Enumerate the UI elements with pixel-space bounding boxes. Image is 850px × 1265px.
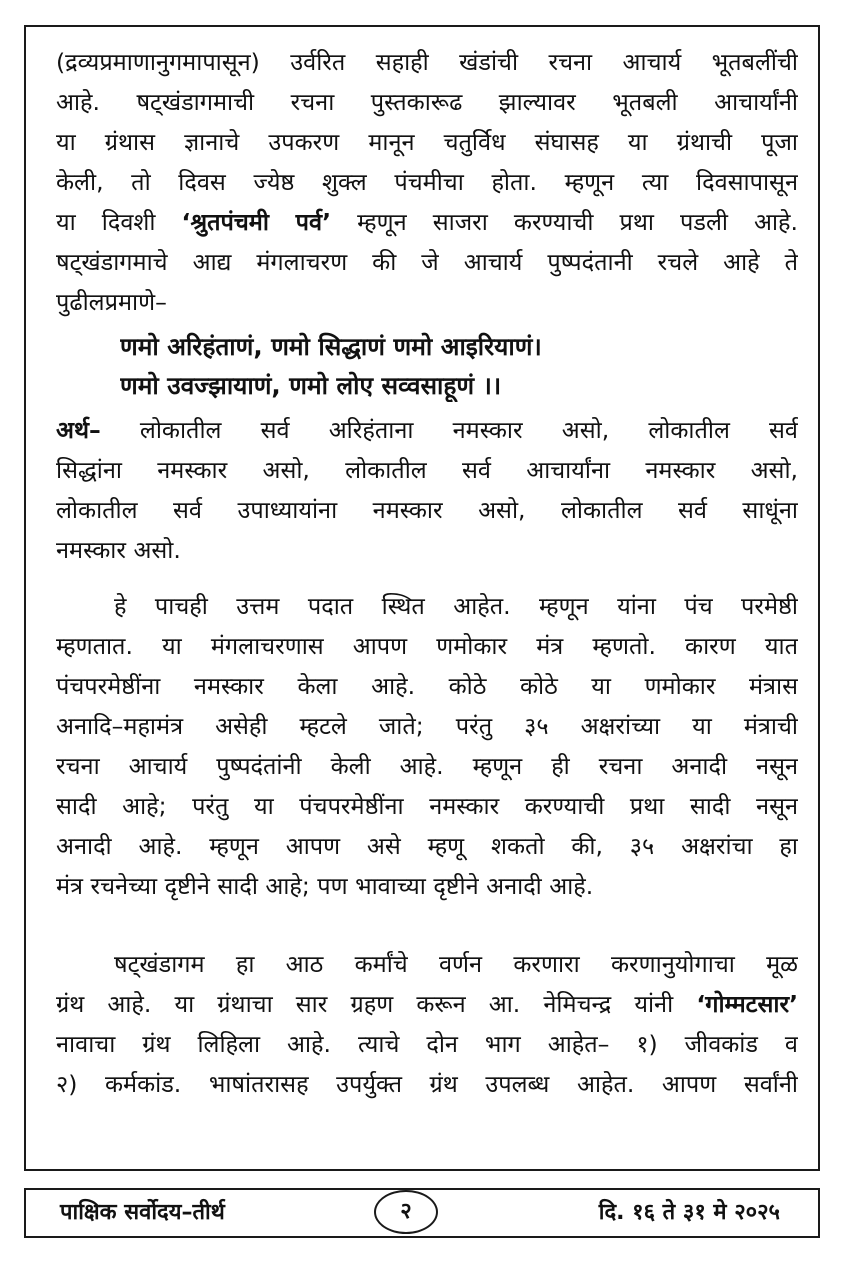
- paragraph-3-line-2: [56, 988, 798, 1020]
- text-segment: या दिवशी: [56, 208, 182, 236]
- paragraph-2-line-5: रचना आचार्य पुष्पदंतांनी केली आहे. म्हणून ही रचना अनादी नसून: [56, 752, 798, 780]
- paragraph-2-line-4: अनादि–महामंत्र असेही म्हटले जाते; परंतु ३५ अक्षरांच्या या मंत्राची: [56, 712, 798, 740]
- publication-name: पाक्षिक सर्वोदय–तीर्थ: [60, 1200, 225, 1225]
- mantra-line-1: णमो अरिहंताणं, णमो सिद्धाणं णमो आइरियाणं।: [120, 332, 542, 361]
- shrutapanchami-emphasis: ‘श्रुतपंचमी पर्व’: [181, 208, 332, 236]
- meaning-line-4: नमस्कार असो.: [56, 536, 181, 564]
- paragraph-1-line-6: षट्खंडागमाचे आद्य मंगलाचरण की जे आचार्य पुष्पदंतानी रचले आहे ते: [56, 248, 798, 276]
- paragraph-1-line-5: [56, 206, 798, 238]
- paragraph-2-line-7: अनादी आहे. म्हणून आपण असे म्हणू शकतो की, ३५ अक्षरांचा हा: [56, 832, 798, 860]
- mantra-line-2: णमो उवज्झायाणं, णमो लोए सव्वसाहूणं ।।: [120, 371, 502, 400]
- paragraph-1-line-3: या ग्रंथास ज्ञानाचे उपकरण मानून चतुर्विध संघासह या ग्रंथाची पूजा: [56, 128, 798, 156]
- paragraph-3-line-4: २) कर्मकांड. भाषांतरासह उपर्युक्त ग्रंथ उपलब्ध आहेत. आपण सर्वांनी: [56, 1070, 798, 1098]
- meaning-line-1: [56, 414, 798, 446]
- paragraph-2-line-2: म्हणतात. या मंगलाचरणास आपण णमोकार मंत्र म्हणतो. कारण यात: [56, 632, 798, 660]
- paragraph-2-line-3: पंचपरमेष्ठींना नमस्कार केला आहे. कोठे कोठे या णमोकार मंत्रास: [56, 672, 798, 700]
- paragraph-2-line-1: हे पाचही उत्तम पदात स्थित आहेत. म्हणून यांना पंच परमेष्ठी: [114, 592, 798, 620]
- paragraph-2-line-6: सादी आहे; परंतु या पंचपरमेष्ठींना नमस्कार करण्याची प्रथा सादी नसून: [56, 792, 798, 820]
- gommatsar-emphasis: ‘गोम्मटसार’: [696, 990, 798, 1018]
- paragraph-1-line-1: (द्रव्यप्रमाणानुगमापासून) उर्वरित सहाही खंडांची रचना आचार्य भूतबलींची: [56, 48, 798, 76]
- meaning-label: अर्थ–: [56, 416, 101, 444]
- meaning-line-2: सिद्धांना नमस्कार असो, लोकातील सर्व आचार्यांना नमस्कार असो,: [56, 456, 798, 484]
- paragraph-3-line-1: षट्खंडागम हा आठ कर्मांचे वर्णन करणारा करणानुयोगाचा मूळ: [114, 950, 798, 978]
- paragraph-1-line-4: केली, तो दिवस ज्येष्ठ शुक्ल पंचमीचा होता. म्हणून त्या दिवसापासून: [56, 168, 798, 196]
- paragraph-3-line-3: नावाचा ग्रंथ लिहिला आहे. त्याचे दोन भाग आहेत– १) जीवकांड व: [56, 1030, 798, 1058]
- text-segment: लोकातील सर्व अरिहंताना नमस्कार असो, लोकातील सर्व: [100, 416, 798, 444]
- issue-date: दि. १६ ते ३१ मे २०२५: [598, 1200, 780, 1225]
- text-segment: ग्रंथ आहे. या ग्रंथाचा सार ग्रहण करून आ. नेमिचन्द्र यांनी: [56, 990, 697, 1018]
- meaning-line-3: लोकातील सर्व उपाध्यायांना नमस्कार असो, लोकातील सर्व साधूंना: [56, 496, 798, 524]
- paragraph-2-line-8: मंत्र रचनेच्या दृष्टीने सादी आहे; पण भावाच्या दृष्टीने अनादी आहे.: [56, 872, 594, 900]
- paragraph-1-line-2: आहे. षट्खंडागमाची रचना पुस्तकारूढ झाल्यावर भूतबली आचार्यांनी: [56, 88, 798, 116]
- page-number: २: [374, 1190, 438, 1234]
- paragraph-1-line-7: पुढीलप्रमाणे–: [56, 288, 167, 316]
- text-segment: म्हणून साजरा करण्याची प्रथा पडली आहे.: [331, 208, 798, 236]
